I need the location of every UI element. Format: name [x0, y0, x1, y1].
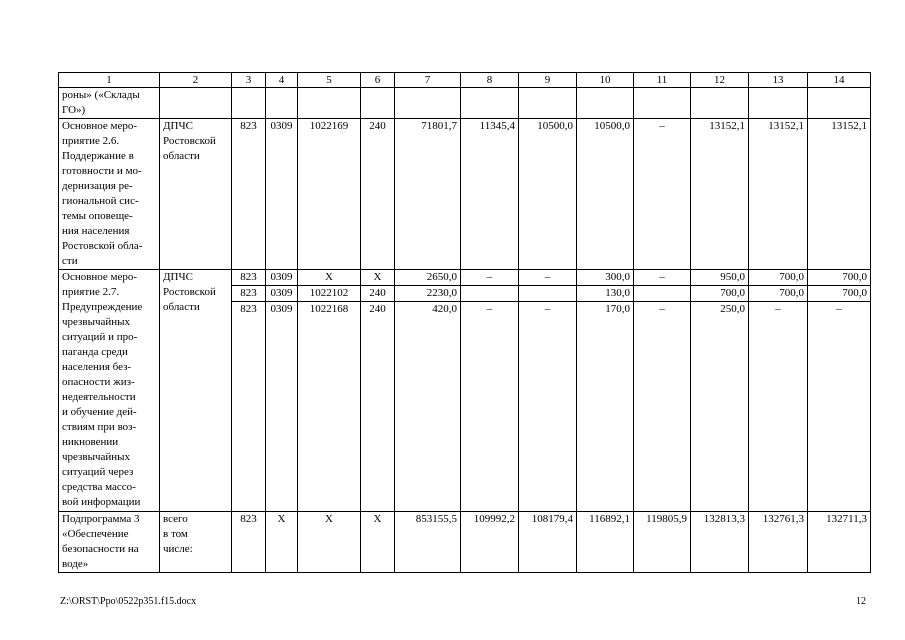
cell-vr: Х: [361, 270, 395, 286]
cell-year: 170,0: [577, 302, 634, 512]
column-number: 5: [298, 73, 361, 88]
cell-year: 11345,4: [461, 119, 519, 270]
cell-rzpr: Х: [266, 512, 298, 573]
cell-year: –: [519, 302, 577, 512]
cell-year: 700,0: [749, 270, 808, 286]
measure-name-cell: Основное меро- приятие 2.6. Поддержание в готовности и мо- дернизация ре- гиональной сис- темы оповеще- ния населения Ростовской обла- сти: [59, 119, 160, 270]
cell-year: 132711,3: [808, 512, 871, 573]
cell-csr: Х: [298, 512, 361, 573]
cell-grbs: 823: [232, 119, 266, 270]
cell-year: –: [461, 270, 519, 286]
column-number: 10: [577, 73, 634, 88]
cell-total: 71801,7: [395, 119, 461, 270]
executor-cell: всего в том числе:: [160, 512, 232, 573]
column-number: 12: [691, 73, 749, 88]
executor-cell: ДПЧС Ростовской области: [160, 119, 232, 270]
column-number: 1: [59, 73, 160, 88]
cell-year: –: [808, 302, 871, 512]
cell-vr: 240: [361, 119, 395, 270]
cell-grbs: 823: [232, 302, 266, 512]
cell-year: 700,0: [749, 286, 808, 302]
cell-year: –: [461, 302, 519, 512]
cell-grbs: 823: [232, 512, 266, 573]
cell-csr: Х: [298, 270, 361, 286]
cell-total: 2230,0: [395, 286, 461, 302]
column-number-row: [59, 73, 871, 88]
cell-total: 420,0: [395, 302, 461, 512]
cell-year: [461, 286, 519, 302]
measure-name-cell: роны» («Склады ГО»): [59, 88, 160, 119]
cell-year: 700,0: [808, 270, 871, 286]
cell-total: 853155,5: [395, 512, 461, 573]
cell-year: –: [634, 302, 691, 512]
column-number: 14: [808, 73, 871, 88]
cell-rzpr: 0309: [266, 270, 298, 286]
cell-rzpr: 0309: [266, 119, 298, 270]
cell-csr: 1022169: [298, 119, 361, 270]
cell-vr: 240: [361, 302, 395, 512]
column-number: 2: [160, 73, 232, 88]
cell-year: 250,0: [691, 302, 749, 512]
cell-year: 108179,4: [519, 512, 577, 573]
measure-name-cell: Основное меро- приятие 2.7. Предупреждение чрезвычайных ситуаций и про- паганда среди населения без- опасности жиз- недеятельности и обучение дей- ствиям при воз- никновении чрезвычайных ситуаций через средства массо- вой информации: [59, 270, 160, 512]
table-row-continuation: [59, 88, 871, 119]
cell-total: 2650,0: [395, 270, 461, 286]
cell-year: 132813,3: [691, 512, 749, 573]
cell-year: 700,0: [808, 286, 871, 302]
column-number: 4: [266, 73, 298, 88]
cell-year: 300,0: [577, 270, 634, 286]
cell-year: 950,0: [691, 270, 749, 286]
column-number: 11: [634, 73, 691, 88]
cell-year: 700,0: [691, 286, 749, 302]
cell-year: 109992,2: [461, 512, 519, 573]
cell-year: 116892,1: [577, 512, 634, 573]
budget-table: [58, 72, 871, 573]
column-number: 8: [461, 73, 519, 88]
cell-year: –: [749, 302, 808, 512]
cell-year: 119805,9: [634, 512, 691, 573]
table-row-subprogram-3: [59, 512, 871, 573]
cell-grbs: 823: [232, 286, 266, 302]
column-number: 13: [749, 73, 808, 88]
column-number: 9: [519, 73, 577, 88]
cell-rzpr: 0309: [266, 302, 298, 512]
column-number: 7: [395, 73, 461, 88]
cell-grbs: 823: [232, 270, 266, 286]
table-row-measure-2-7: [59, 270, 871, 286]
table-row-measure-2-6: [59, 119, 871, 270]
page-number: 12: [856, 596, 866, 607]
cell-year: 13152,1: [808, 119, 871, 270]
cell-vr: 240: [361, 286, 395, 302]
column-number: 3: [232, 73, 266, 88]
cell-year: [634, 286, 691, 302]
cell-year: 13152,1: [749, 119, 808, 270]
cell-year: –: [519, 270, 577, 286]
cell-year: 10500,0: [577, 119, 634, 270]
cell-year: –: [634, 119, 691, 270]
cell-year: 13152,1: [691, 119, 749, 270]
executor-cell: ДПЧС Ростовской области: [160, 270, 232, 512]
cell-year: 130,0: [577, 286, 634, 302]
cell-year: 132761,3: [749, 512, 808, 573]
cell-rzpr: 0309: [266, 286, 298, 302]
cell-vr: Х: [361, 512, 395, 573]
footer-file-path: Z:\ORST\Ppo\0522p351.f15.docx: [60, 596, 197, 607]
cell-csr: 1022168: [298, 302, 361, 512]
cell-year: 10500,0: [519, 119, 577, 270]
column-number: 6: [361, 73, 395, 88]
cell-year: –: [634, 270, 691, 286]
measure-name-cell: Подпрограмма 3 «Обеспечение безопасности на воде»: [59, 512, 160, 573]
cell-csr: 1022102: [298, 286, 361, 302]
cell-year: [519, 286, 577, 302]
